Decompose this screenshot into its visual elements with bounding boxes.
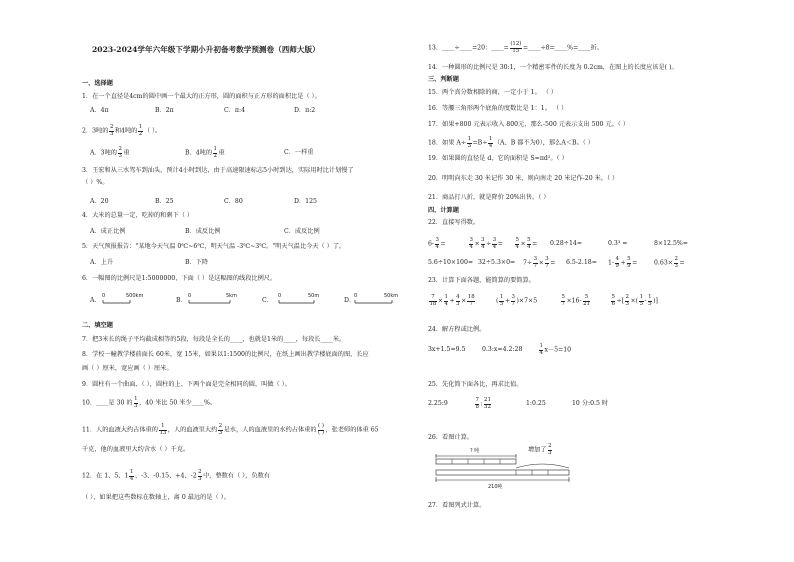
question-11-cont: 千克，他的血液里大约含水（ ）千克。 [82, 446, 190, 453]
denominator: 4 [492, 243, 497, 250]
calc-item-12 [654, 257, 685, 269]
fraction [499, 295, 503, 307]
section-fill: 二、填空题 [82, 322, 113, 329]
fraction [515, 238, 519, 250]
question-12-cont: （ ），如果把这些数标在数轴上，离 0 最远的是（ ）。 [82, 494, 230, 501]
denominator: 3 [467, 142, 471, 149]
q3-option-a: A．20 [90, 198, 109, 205]
q13-text-end: =____÷8=____%=____折。 [522, 44, 603, 52]
calc-text: × [538, 259, 544, 267]
calc-item-1 [428, 238, 446, 250]
question-18 [428, 137, 594, 149]
calc-item-3 [514, 238, 537, 250]
question-11 [82, 424, 379, 436]
section-calc: 四、计算题 [428, 207, 459, 214]
numerator: 5 [527, 237, 531, 243]
numerator: 18 [467, 294, 475, 300]
numerator: 1 [648, 294, 652, 300]
q12-fraction-2 [198, 470, 202, 482]
q3-option-d: D．125 [294, 198, 317, 205]
fraction [429, 295, 437, 307]
q11-text: 11．人的血液大约占体重的 [82, 426, 158, 434]
numerator: 1 [467, 136, 471, 142]
denominator: 15 [512, 47, 520, 54]
fraction [611, 295, 615, 307]
numerator: 2 [118, 146, 122, 152]
numerator: 4 [615, 256, 619, 262]
calc-text: = [532, 240, 538, 248]
question-16: 16．等腰三角形两个底角的度数比是 1：1。 （ ） [428, 105, 568, 112]
numerator: 2 [548, 443, 552, 449]
calc-item-4: 0.28÷14= [550, 240, 583, 247]
question-23: 23．计算下面各题，能简算的要简算。 [428, 277, 535, 284]
numerator: 5 [611, 294, 615, 300]
denominator: 4 [515, 243, 519, 250]
fraction [561, 295, 565, 307]
question-8-cont: 画（ ）厘米，宽应画（ ）厘米。 [82, 365, 173, 372]
calc-item-11 [608, 257, 637, 269]
q10-text-end: ，40 米比 50 米少____%。 [139, 399, 217, 407]
q18-text: 18．如果 A÷ [428, 139, 467, 147]
denominator: 4 [435, 243, 439, 250]
numerator: 7 [429, 295, 437, 302]
question-12 [82, 470, 270, 482]
equation-2: 0.3:x=4.2:28 [482, 346, 523, 353]
q11-fraction [159, 424, 167, 436]
q2b-text-end: 重 [218, 149, 225, 157]
q5-option-b: B．下降 [185, 259, 209, 266]
calc-text: + [620, 259, 626, 267]
page-title: 2023-2024学年六年级下学期小升初备考数学预测卷（西师大版） [92, 45, 320, 54]
calc-text: × [520, 240, 526, 248]
denominator: 4 [539, 349, 543, 356]
numerator: 1 [488, 136, 493, 142]
fraction [639, 295, 643, 307]
numerator: 3 [469, 237, 473, 243]
question-13 [428, 42, 603, 54]
q3-option-b: B．25 [155, 198, 174, 205]
bar-diagram [428, 443, 578, 496]
denominator: 4 [129, 475, 134, 482]
denominator: 3 [109, 130, 114, 137]
denominator: 2 [138, 130, 143, 137]
q1-option-b: B．2π [155, 107, 174, 114]
numerator: 3 [533, 256, 538, 262]
calc-text: × [474, 240, 480, 248]
denominator: ( ) [318, 429, 324, 436]
question-15: 15．两个真分数相除的商，一定小于 1。 （ ） [428, 89, 558, 96]
calc-text: = [679, 259, 685, 267]
question-17: 17．如果+800 元表示收入 800元，那么-500 元表示支出 500 元。（ ） [428, 121, 630, 128]
question-3-cont: （ ）%。 [82, 179, 109, 186]
denominator: 7 [533, 262, 538, 269]
calc-text: = [550, 259, 556, 267]
denominator: 4 [469, 243, 473, 250]
q1-option-a: A．4π [90, 107, 109, 114]
q6-option-c: C． [262, 297, 273, 304]
numerator: 3 [545, 256, 549, 262]
question-20: 20．明明向东走 30 米记作 30 米，则向南走 20 米记作-20 米。（ ） [428, 175, 619, 182]
calc-item-9 [523, 257, 555, 269]
q3-option-c: C．80 [224, 198, 243, 205]
question-25: 25．先化简下面各比，再求比值。 [428, 381, 523, 388]
numerator: 3 [492, 237, 497, 243]
denominator: 32 [484, 403, 491, 410]
question-10 [82, 397, 216, 409]
denominator: 21 [583, 300, 590, 307]
q2-option-c: C．一样重 [284, 149, 314, 156]
q1-option-c: C．π:4 [224, 107, 246, 114]
fraction [627, 257, 631, 269]
question-2 [82, 125, 161, 137]
question-6: 6．一幅图的比例尺是1:5000000，下面（ ）是这幅图的线段比例尺。 [82, 275, 277, 282]
numerator: 3 [511, 294, 515, 300]
q4-option-b: B．成反比例 [185, 228, 221, 235]
q12-text-end: 中，整数有（ ），负数有 [203, 472, 271, 480]
numerator: 1 [499, 294, 504, 300]
diagram-label-total: 210吨 [488, 484, 503, 490]
fraction [648, 295, 652, 307]
expr-4: $\frac{5}{6}$ ÷[ $\frac{2}{3}$ ×( $\frac{1}{5}$ - $\frac{1}{5}$ )] [611, 294, 658, 307]
question-26: 26．看图计算。 [428, 434, 473, 441]
denominator: 6 [611, 300, 615, 307]
fraction [615, 257, 619, 269]
expr-1: $\frac{7}{18}$ × $\frac{1}{4}$ + $\frac{4}{3}$ × $\frac{18}{7}$ [429, 294, 475, 307]
numerator: 1 [539, 343, 543, 349]
calc-text: = [497, 240, 503, 248]
q11-fraction-3 [318, 424, 325, 436]
denominator: 4 [481, 243, 485, 250]
expr-text: ×16- [566, 297, 582, 305]
denominator: 3 [625, 300, 629, 307]
question-14: 14．一种圆形的比例尺是 30:1，一个精密零件的长度为 0.2cm，在图上的长度应该是( )。 [428, 64, 678, 71]
q12-text-mid: 、-3、-0.15、+4、-2 [134, 472, 197, 480]
q2-option-a [90, 147, 130, 159]
scale-label: 0 [102, 293, 106, 299]
question-24: 24．解方程或比例。 [428, 326, 486, 333]
fraction [545, 257, 549, 269]
q10-text: 10．____是 30 的 [82, 399, 133, 407]
denominator: 3 [548, 449, 552, 456]
fraction [527, 238, 531, 250]
fraction [467, 295, 475, 307]
q10-fraction [134, 397, 138, 409]
numerator: 1 [444, 294, 448, 300]
scale-label: 0 [188, 293, 192, 299]
fraction [469, 238, 473, 250]
expr-text: ×7×5 [518, 297, 538, 305]
denominator: 3 [198, 475, 202, 482]
denominator: 5 [499, 300, 504, 307]
question-19: 19．如果圆的直径是 d，它的面积是 S=πd²。（ ） [428, 155, 568, 162]
q12-fraction [129, 470, 133, 482]
denominator: 9 [615, 262, 619, 269]
numerator: 1 [134, 396, 138, 402]
q2a-text: A．3吨的 [90, 149, 117, 157]
denominator: 7 [561, 300, 565, 307]
q2-fraction [109, 125, 113, 137]
q2b-text: B．4吨的 [185, 149, 213, 157]
scale-label: 0 [278, 293, 282, 299]
numerator: 1 [159, 424, 167, 431]
denominator: 3 [118, 152, 122, 159]
fraction [625, 295, 629, 307]
denominator: 7 [469, 300, 473, 307]
numerator: (12) [510, 41, 522, 47]
q2a-fraction [118, 147, 122, 159]
equation-3 [538, 344, 571, 356]
numerator: 1 [129, 469, 134, 475]
denominator: 13 [159, 429, 167, 436]
fraction [444, 295, 448, 307]
numerator: ( ) [318, 423, 324, 429]
scale-label: 50km [384, 293, 399, 299]
calc-text: 6- [428, 240, 435, 248]
q4-option-a: A．成正比例 [90, 228, 126, 235]
question-21: 21．商品打八折，就是降价 20%出售。（ ） [428, 194, 550, 201]
calc-text: = [632, 259, 638, 267]
question-9: 9．圆柱有一个曲面、（ ），圆柱的上、下两个面是完全相同的圆，叫做（ ）。 [82, 381, 291, 388]
question-7: 7．把3米长的绳子平均截成相等的5段，每段是全长的____，也就是1米的____，每段长____米。 [82, 336, 346, 343]
fraction [548, 444, 552, 456]
question-8: 8．学校一幢教学楼前面长 60米，宽 15米，如果以1:1500的比例尺，在纸上画出教学楼底面的图，长应 [82, 351, 369, 358]
q2-option-b [185, 147, 225, 159]
scale-bar-c [272, 292, 332, 306]
fraction [475, 398, 479, 410]
denominator: 2 [213, 152, 217, 159]
numerator: 7 [475, 397, 479, 403]
scale-label: 500km [126, 293, 144, 299]
question-22: 22．直接写得数。 [428, 219, 480, 226]
denominator: 4 [444, 300, 448, 307]
right-column [410, 0, 790, 562]
diagram-label-unknown: ? 吨 [470, 448, 480, 454]
q1-option-d: D．π:2 [294, 107, 316, 114]
increase-text: 增加了 [528, 446, 547, 454]
denominator: 3 [456, 300, 460, 307]
numerator: 5 [561, 294, 565, 300]
fraction [511, 295, 515, 307]
question-4: 4．大米的总量一定，吃掉的和剩下（ ） [82, 212, 194, 219]
calc-item-7: 5.6÷10×100= [428, 259, 474, 266]
calc-item-5: 0.3³ = [608, 240, 628, 247]
numerator: 2 [625, 294, 629, 300]
q5-option-a: A．上升 [90, 259, 114, 266]
calc-item-8: 32÷5.3×0= [478, 259, 516, 266]
numerator: 3 [435, 237, 439, 243]
numerator: 2 [109, 124, 114, 130]
denominator: 18 [429, 300, 437, 307]
numerator: 5 [515, 237, 519, 243]
diagram-increase [528, 444, 553, 456]
calc-text: 7÷ [523, 259, 533, 267]
fraction [481, 238, 485, 250]
numerator: 2 [198, 469, 202, 475]
question-1: 1．在一个直径是4cm的圆中画一个最大的正方形，圆的面积与正方形的面积比是（ ）。 [82, 93, 321, 100]
calc-item-10: 6.5-2.18= [566, 259, 597, 266]
numerator: 3 [481, 237, 485, 243]
fraction [583, 295, 591, 307]
denominator: 3 [674, 262, 678, 269]
denominator: 7 [511, 300, 515, 307]
calc-text: 1- [608, 259, 615, 267]
question-3: 3．王宏和从三水驾车到汕头，预计4小时到达，由于高速限速标志5小时到达，实际用时比计划慢了 [82, 167, 354, 174]
calc-item-6: 8×12.5%= [654, 240, 688, 247]
question-5: 5．天气预报报告："某地今天气温 0℃~6℃，明天气温 -3℃~3℃。"明天气温比今天（ ）了。 [82, 243, 346, 250]
fraction [435, 238, 439, 250]
q18-fraction-2 [488, 137, 492, 149]
fraction [456, 295, 460, 307]
numerator: 21 [484, 397, 491, 403]
q2-text: 2．3吨的 [82, 127, 109, 135]
denominator: 4 [527, 243, 531, 250]
denominator: 9 [627, 262, 631, 269]
q13-fraction [510, 42, 522, 54]
denominator: 5 [648, 300, 652, 307]
ratio-3: 1:0.25 [526, 400, 546, 407]
denominator: 4 [488, 142, 493, 149]
denominator: 5 [639, 300, 644, 307]
scale-label: 5km [226, 293, 237, 299]
section-choice: 一、选择题 [82, 80, 113, 87]
expr-3 [560, 295, 591, 307]
numerator: 4 [456, 294, 460, 300]
q18-text-mid: =B÷ [472, 139, 488, 147]
numerator: 5 [627, 256, 631, 262]
q2b-fraction [213, 147, 217, 159]
numerator: 1 [639, 294, 644, 300]
scale-label: 0 [354, 293, 358, 299]
fraction [674, 257, 678, 269]
numerator: 5 [583, 295, 591, 302]
denominator: 3 [218, 429, 223, 436]
q6-option-b: B． [176, 297, 187, 304]
q4-option-c: C．成反比例 [284, 228, 320, 235]
fraction [492, 238, 496, 250]
q11-text-end: ，张老师的体重 65 [325, 426, 379, 434]
denominator: 7 [545, 262, 549, 269]
equation-1: 3x+1.5=9.5 [428, 346, 466, 353]
fraction [533, 257, 537, 269]
numerator: 1 [213, 146, 217, 152]
q18-fraction [467, 137, 471, 149]
q2-fraction-2 [138, 125, 142, 137]
ratio-4: 10 分:0.5 时 [572, 400, 609, 407]
denominator: 3 [134, 402, 138, 409]
q2-text-end: （ ）。 [143, 127, 162, 135]
numerator: 2 [674, 256, 678, 262]
q13-text: 13．____÷____=20：____= [428, 44, 509, 52]
calc-item-2 [468, 238, 503, 250]
section-judge: 三、判断题 [428, 76, 459, 83]
q2a-text-end: 重 [123, 149, 130, 157]
q11-fraction-2 [218, 424, 222, 436]
numerator: 1 [138, 124, 143, 130]
q18-text-end: （A、B 都不为0），那么A＜B。（ ） [493, 139, 594, 147]
calc-text: 0.63× [654, 259, 673, 267]
scale-bar-d [352, 292, 412, 306]
fraction [539, 344, 543, 356]
calc-text: = [440, 240, 446, 248]
q12-text: 12．在 1、5、1 [82, 472, 129, 480]
scale-bar-a [100, 292, 150, 306]
ratio-1: 2.25:9 [428, 400, 448, 407]
equation-text: x－5=10 [544, 346, 572, 354]
scale-bar-b [186, 292, 246, 306]
calc-text: ÷ [486, 240, 492, 248]
numerator: 2 [218, 423, 223, 429]
fraction [484, 398, 492, 410]
q11-text-mid: ，人的血液里大约 [167, 426, 218, 434]
scale-label: 50m [308, 293, 320, 299]
q6-option-d: D． [344, 297, 356, 304]
q2-text-mid: 和4吨的 [114, 127, 138, 135]
q11-text-mid-2: 是水，人的血液里的水约占体重的 [223, 426, 317, 434]
denominator: 8 [475, 403, 479, 410]
ratio-2: $\frac{7}{8}$ : $\frac{21}{32}$ [475, 397, 491, 410]
expr-2: ( $\frac{1}{5}$ + $\frac{3}{7}$ )×7×5 [496, 294, 538, 307]
question-27: 27．看图列式计算。 [428, 502, 486, 509]
q6-option-a: A． [90, 297, 101, 304]
